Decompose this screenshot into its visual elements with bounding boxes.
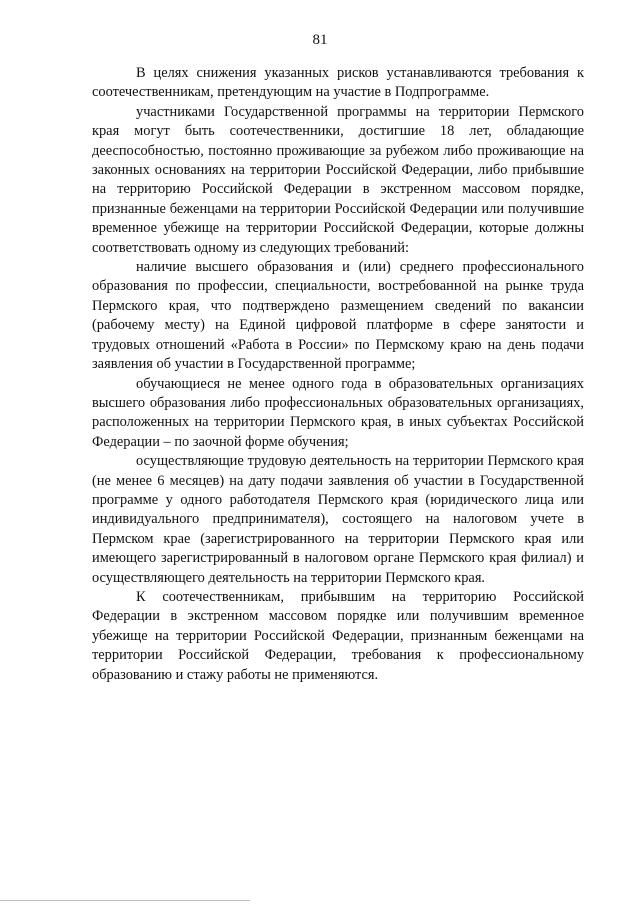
- paragraph-participants: участниками Государственной программы на территории Пермского края могут быть соотечественники, достигшие 18 лет, обладающие дееспособностью, постоянно проживающие за рубежом либо проживающие на законных основаниях на территории Российской Федерации, либо прибывшие на территорию Российской Федерации в экстренном массовом порядке, признанные беженцами на территории Российской Федерации или получившие временное убежище на территории Российской Федерации, которые должны соответствовать одному из следующих требований:: [92, 103, 584, 256]
- footer-rule: [0, 900, 250, 901]
- page-number: 81: [312, 32, 328, 48]
- paragraph-education-requirement: наличие высшего образования и (или) среднего профессионального образования по профессии, специальности, востребованной на рынке труда Пермского края, что подтверждено размещением сведений по вакансии (рабочему месту) на Единой цифровой платформе в сфере занятости и трудовых отношений «Работа в России» по Пермскому краю на день подачи заявления об участии в Государственной программе;: [92, 259, 584, 373]
- paragraph-risk-requirements: В целях снижения указанных рисков устанавливаются требования к соотечественникам, претендующим на участие в Подпрограмме.: [92, 65, 584, 101]
- document-body: [92, 64, 584, 685]
- paragraph-students-requirement: обучающиеся не менее одного года в образовательных организациях высшего образования либо профессиональных образовательных организациях, расположенных на территории Пермского края, в иных субъектах Российской Федерации – по заочной форме обучения;: [92, 375, 584, 450]
- paragraph-employment-requirement: осуществляющие трудовую деятельность на территории Пермского края (не менее 6 месяцев) на дату подачи заявления об участии в Государственной программе у одного работодателя Пермского края (юридического лица или индивидуального предпринимателя), состоящего на налоговом учете в Пермском крае (зарегистрированного на территории Пермского края или имеющего зарегистрированный в налоговом органе Пермского края филиал) и осуществляющего деятельность на территории Пермского края.: [92, 453, 584, 586]
- paragraph-refugees-exemption: К соотечественникам, прибывшим на территорию Российской Федерации в экстренном массовом порядке или получившим временное убежище на территории Российской Федерации, признанным беженцами на территории Российской Федерации, требования к профессиональному образованию и стажу работы не применяются.: [92, 588, 584, 683]
